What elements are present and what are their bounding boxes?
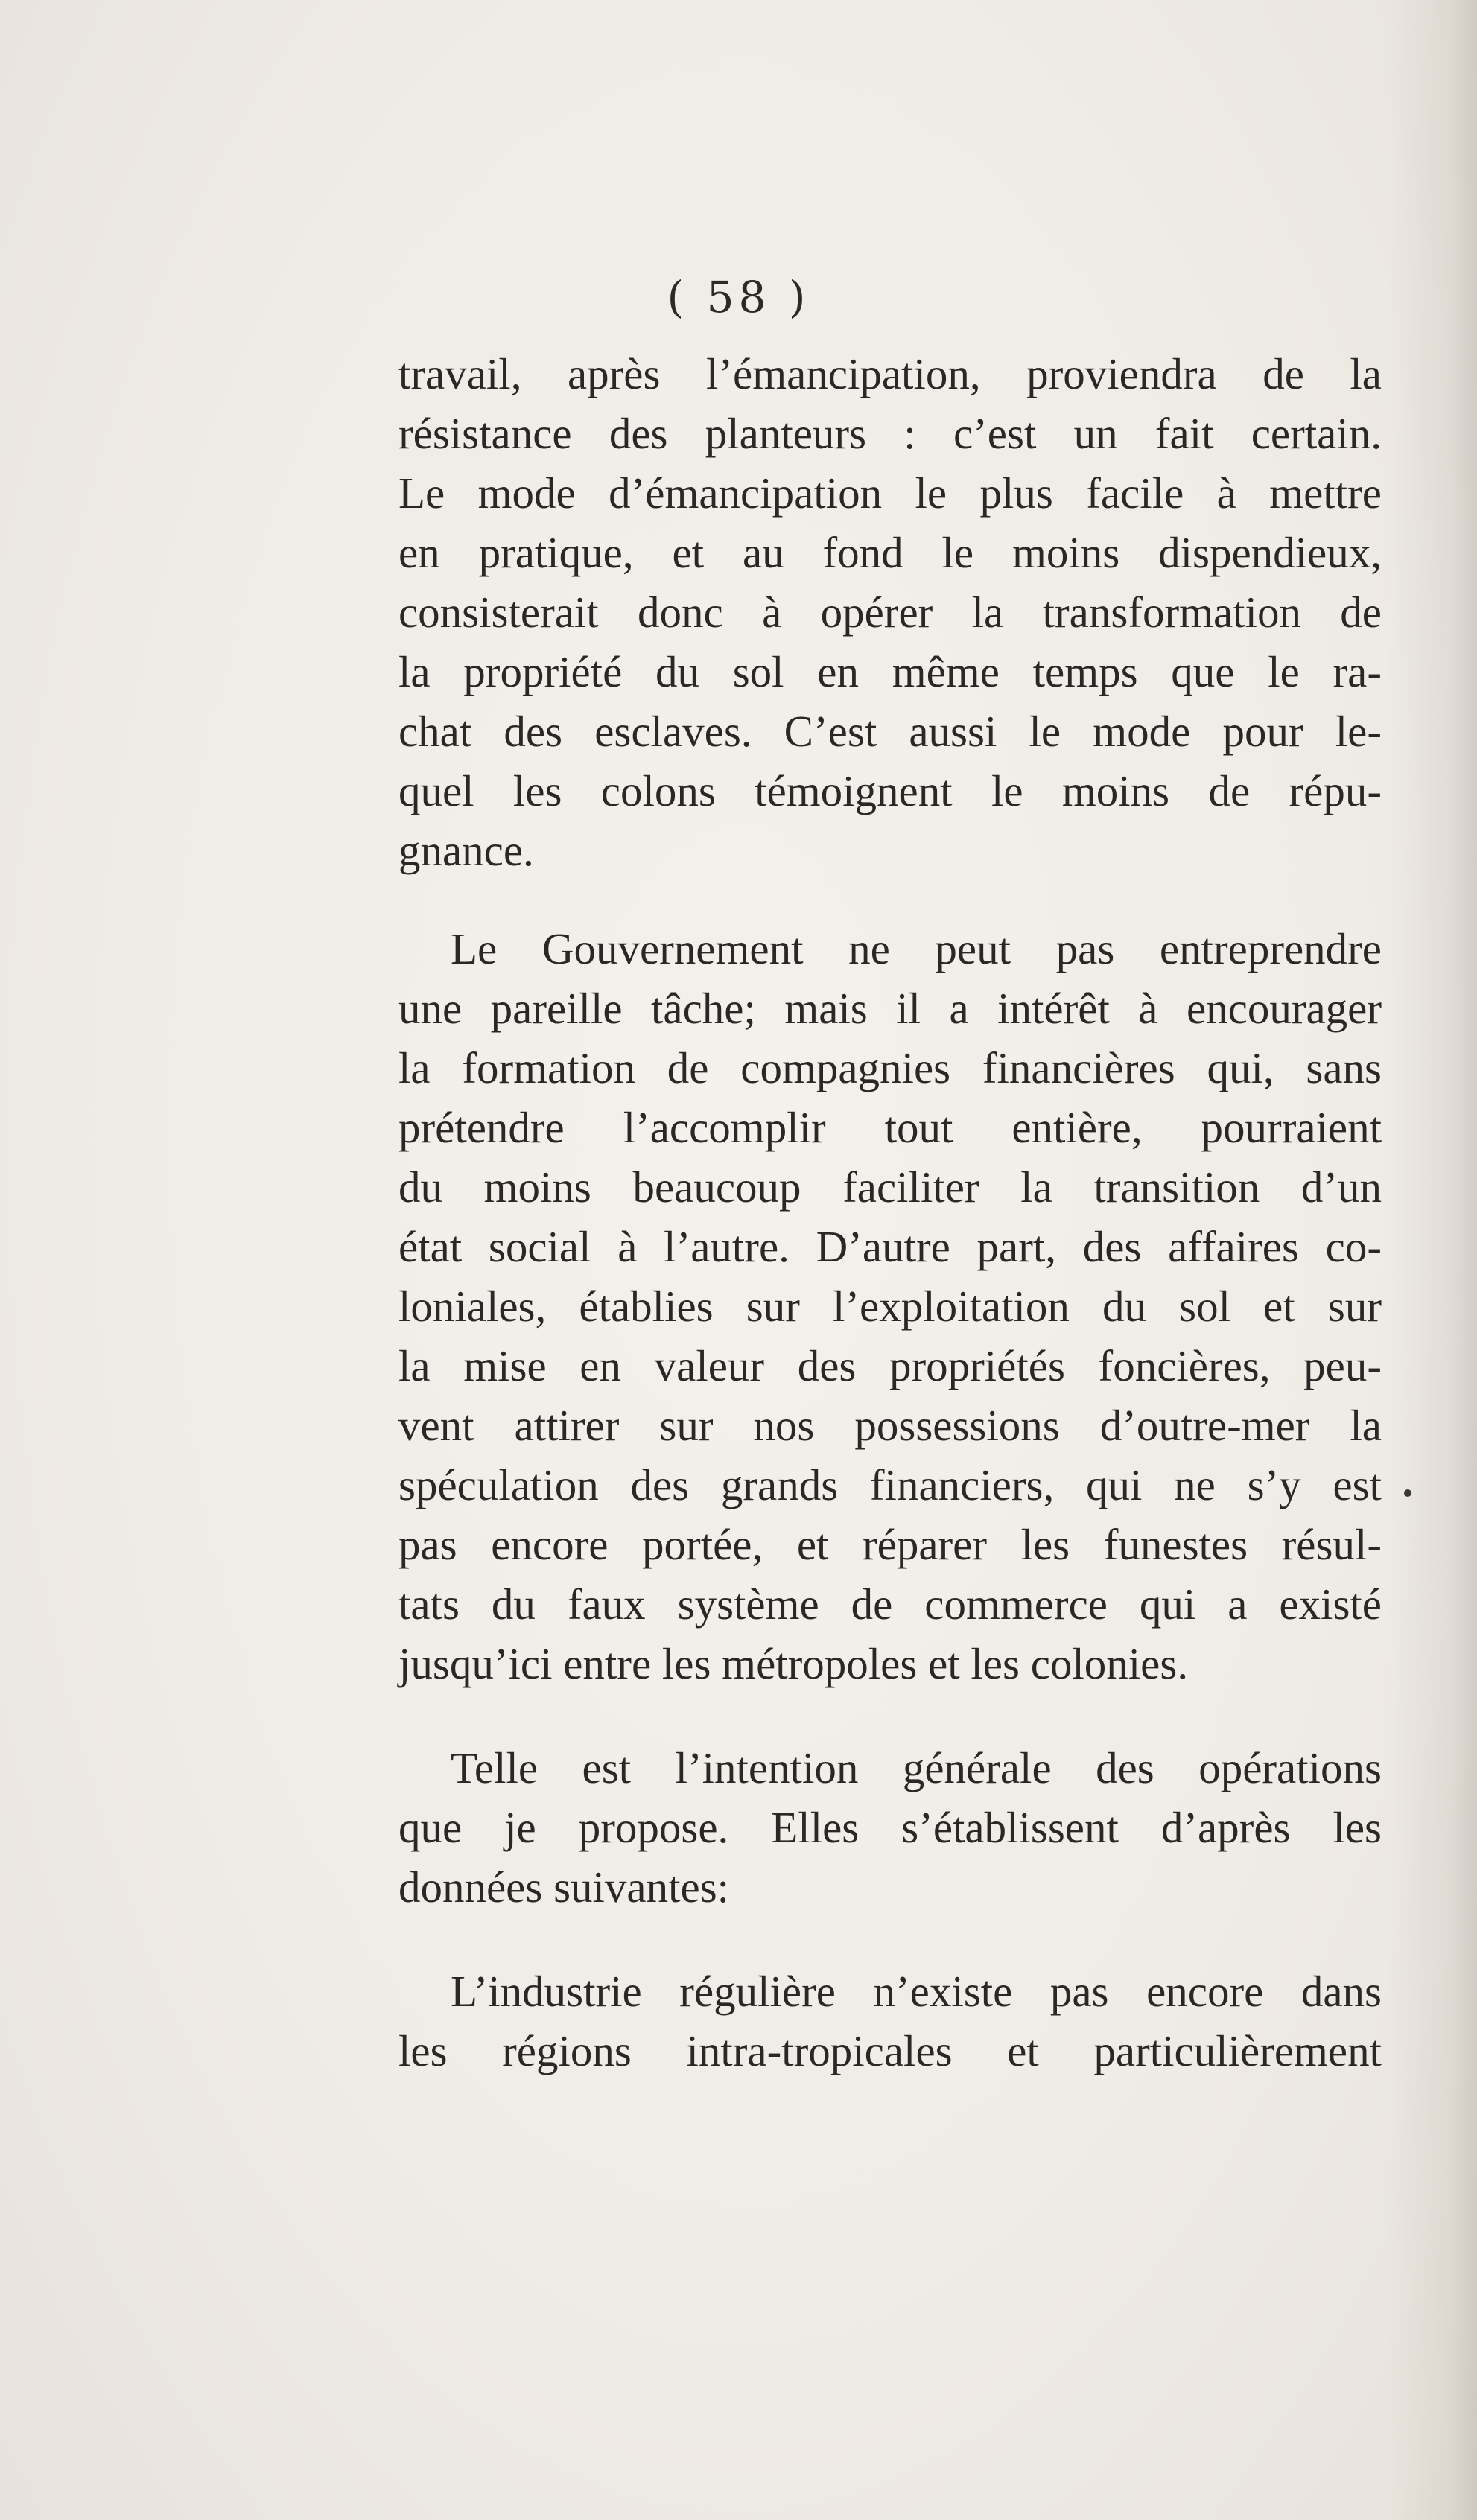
text-line: quel les colons témoignent le moins de répu-: [398, 766, 1382, 815]
text-line: une pareille tâche; mais il a intérêt à encourager: [398, 984, 1382, 1033]
text-line: chat des esclaves. C’est aussi le mode pour le-: [398, 707, 1382, 756]
text-line: gnance.: [398, 826, 534, 875]
paragraph-2: [398, 919, 1382, 1693]
text-line: prétendre l’accomplir tout entière, pourraient: [398, 1103, 1382, 1152]
text-line: Le mode d’émancipation le plus facile à mettre: [398, 468, 1382, 518]
ink-speck: [1404, 1489, 1411, 1497]
text-line: Telle est l’intention générale des opérations: [451, 1743, 1382, 1792]
text-line: les régions intra-tropicales et particulièrement: [398, 2026, 1382, 2075]
paragraph-gap: [398, 1917, 1382, 1961]
text-line: en pratique, et au fond le moins dispendieux,: [398, 528, 1382, 577]
text-line: tats du faux système de commerce qui a existé: [398, 1579, 1382, 1629]
text-line: la propriété du sol en même temps que le ra-: [398, 647, 1382, 696]
text-line: résistance des planteurs : c’est un fait certain.: [398, 409, 1382, 458]
text-line: données suivantes:: [398, 1862, 730, 1912]
paragraph-4: [398, 1961, 1382, 2081]
text-line: spéculation des grands financiers, qui ne s’y est: [398, 1460, 1382, 1509]
paragraph-gap: [398, 1693, 1382, 1738]
page-gutter-shadow: [1388, 0, 1477, 2520]
text-line: pas encore portée, et réparer les funestes résul-: [398, 1520, 1382, 1569]
text-line: travail, après l’émancipation, proviendra de la: [398, 349, 1382, 398]
text-line: la mise en valeur des propriétés foncières, peu-: [398, 1341, 1382, 1390]
body-text: [398, 344, 1382, 2081]
text-line: L’industrie régulière n’existe pas encore dans: [451, 1967, 1382, 2016]
text-line: la formation de compagnies financières qui, sans: [398, 1043, 1382, 1092]
paragraph-gap: [398, 880, 1382, 919]
paragraph-3: [398, 1738, 1382, 1917]
text-line: Le Gouvernement ne peut pas entreprendre: [451, 924, 1382, 973]
text-line: que je propose. Elles s’établissent d’après les: [398, 1803, 1382, 1852]
text-line: vent attirer sur nos possessions d’outre-mer la: [398, 1401, 1382, 1450]
text-line: consisterait donc à opérer la transformation de: [398, 588, 1382, 637]
paragraph-1: [398, 344, 1382, 880]
text-line: état social à l’autre. D’autre part, des affaires co-: [398, 1222, 1382, 1271]
text-line: loniales, établies sur l’exploitation du sol et sur: [398, 1282, 1382, 1331]
text-line: jusqu’ici entre les métropoles et les colonies.: [398, 1639, 1189, 1688]
text-line: du moins beaucoup faciliter la transition d’un: [398, 1162, 1382, 1212]
page-number: ( 58 ): [667, 272, 810, 322]
